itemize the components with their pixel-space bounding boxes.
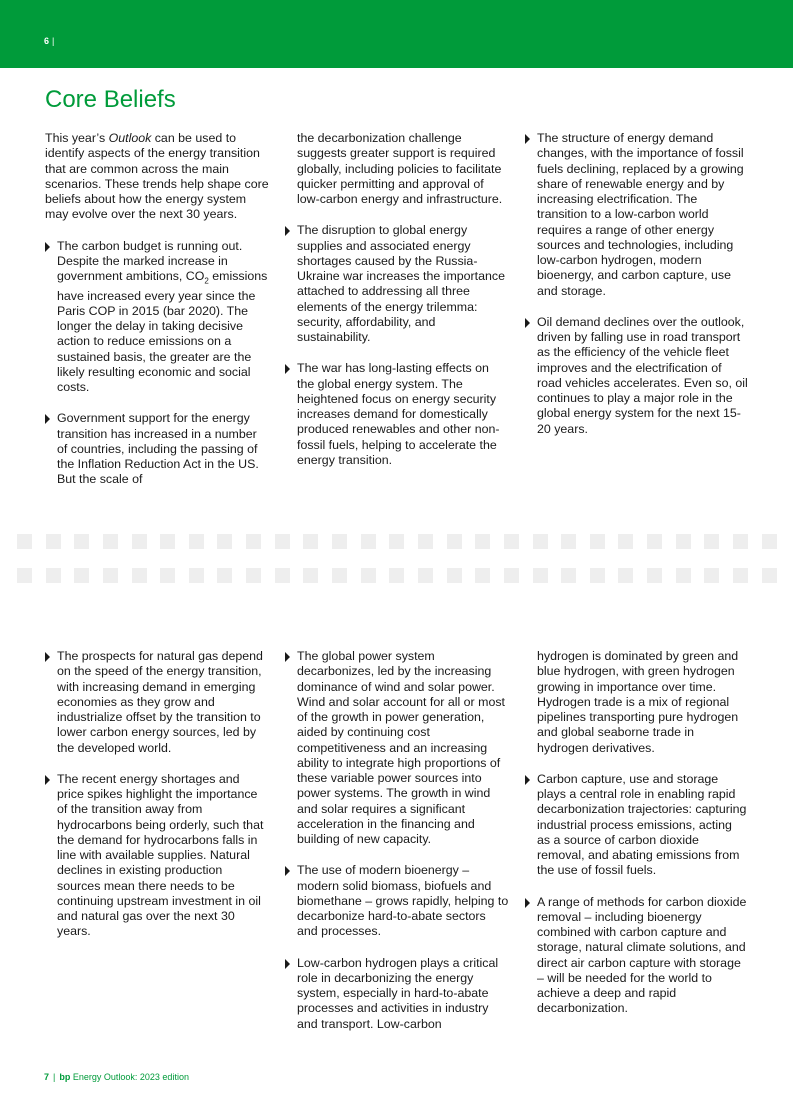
- bullet-triangle-icon: [285, 226, 290, 236]
- bullet-power-system: The global power system decarbonizes, led by the increasing dominance of wind and solar power. Wind and solar account for all or most of the growth in power generation, aided by continuing cost competitiveness and an increasing ability to integrate high proportions of these variable power sources into power systems. The growth in wind and solar requires a significant acceleration in the financing and building of new capacity.: [285, 649, 509, 847]
- bullet-triangle-icon: [525, 898, 530, 908]
- bullet-triangle-icon: [285, 364, 290, 374]
- footer: 7 | bp Energy Outlook: 2023 edition: [44, 1072, 189, 1082]
- top-column-2: [285, 131, 507, 484]
- bullet-energy-shortages: The recent energy shortages and price spikes highlight the importance of the transition away from hydrocarbons being orderly, such that the demand for hydrocarbons falls in line with available supplies. Natural declines in existing production sources mean there needs to be continuing upstream investment in oil and natural gas over the next 30 years.: [45, 772, 269, 940]
- bullet-ccus: Carbon capture, use and storage plays a central role in enabling rapid decarbonization trajectories: capturing industrial process emissions, acting as a source of carbon dioxide removal, and abating emissions from the use of fossil fuels.: [525, 772, 747, 879]
- bullet-triangle-icon: [525, 134, 530, 144]
- header-page-number: 6 |: [44, 36, 55, 46]
- bullet-triangle-icon: [285, 652, 290, 662]
- bullet-triangle-icon: [525, 775, 530, 785]
- bullet-natural-gas: The prospects for natural gas depend on the speed of the energy transition, with increasing demand in emerging economies as they grow and industrialize offset by the transition to lower carbon energy sources, led by the developed world.: [45, 649, 269, 756]
- bullet-triangle-icon: [45, 414, 50, 424]
- bullet-war-effects: The war has long-lasting effects on the global energy system. The heightened focus on energy security increases demand for domestically produced renewables and other non-fossil fuels, helping to accelerate the energy transition.: [285, 361, 507, 468]
- page-title: Core Beliefs: [45, 86, 176, 113]
- bullet-triangle-icon: [45, 775, 50, 785]
- bottom-column-3: [525, 649, 747, 1033]
- bullet-triangle-icon: [285, 959, 290, 969]
- bottom-column-2: [285, 649, 509, 1048]
- hydrogen-continued: hydrogen is dominated by green and blue hydrogen, with green hydrogen growing in importance over time. Hydrogen trade is a mix of regional pipelines transporting pure hydrogen and global seaborne trade in hydrogen derivatives.: [537, 649, 739, 755]
- top-column-1: [45, 131, 269, 504]
- bullet-oil-demand: Oil demand declines over the outlook, driven by falling use in road transport as the efficiency of the vehicle fleet improves and the electrification of road vehicles accelerates. Even so, oil continues to play a major role in the global energy system for the next 15-20 years.: [525, 315, 749, 437]
- decorative-square-row-1: [17, 534, 777, 549]
- header-bar: [0, 0, 793, 68]
- footer-page-number: 7: [44, 1072, 50, 1082]
- government-continued: the decarbonization challenge suggests greater support is required globally, including policies to facilitate quicker permitting and approval of low-carbon energy and infrastructure.: [297, 131, 503, 206]
- bullet-carbon-dioxide-removal: A range of methods for carbon dioxide removal – including bioenergy combined with carbon capture and storage, natural climate solutions, and direct air carbon capture with storage – will be needed for the world to achieve a deep and rapid decarbonization.: [525, 895, 747, 1017]
- intro-paragraph: This year’s Outlook can be used to identify aspects of the energy transition that are common across the main scenarios. These trends help shape core beliefs about how the energy system may evolve over the next 30 years.: [45, 131, 269, 222]
- bullet-energy-disruption: The disruption to global energy supplies and associated energy shortages caused by the Russia-Ukraine war increases the importance attached to addressing all three elements of the energy trilemma: security, affordability, and sustainability.: [285, 223, 507, 345]
- bullet-triangle-icon: [45, 242, 50, 252]
- top-column-3: [525, 131, 749, 453]
- brand-name: bp: [59, 1072, 71, 1082]
- bullet-hydrogen: Low-carbon hydrogen plays a critical role in decarbonizing the energy system, especially in hard-to-abate processes and activities in industry and transport. Low-carbon: [285, 956, 509, 1032]
- bullet-triangle-icon: [285, 866, 290, 876]
- bullet-government-support: Government support for the energy transition has increased in a number of countries, including the passing of the Inflation Reduction Act in the US. But the scale of: [45, 411, 269, 487]
- bullet-carbon-budget: The carbon budget is running out. Despite the marked increase in government ambitions, $CO_2$ emissions have increased every year since the Paris COP in 2015 (bar 2020). The longer the delay in taking decisive action to reduce emissions on a sustained basis, the greater are the likely resulting economic and social costs.: [45, 239, 269, 396]
- bullet-triangle-icon: [45, 652, 50, 662]
- bottom-column-1: [45, 649, 269, 956]
- decorative-square-row-2: [17, 568, 777, 583]
- bullet-bioenergy: The use of modern bioenergy – modern solid biomass, biofuels and biomethane – grows rapidly, helping to decarbonize hard-to-abate sectors and processes.: [285, 863, 509, 939]
- bullet-demand-structure: The structure of energy demand changes, with the importance of fossil fuels declining, replaced by a growing share of renewable energy and by increasing electrification. The transition to a low-carbon world requires a range of other energy sources and technologies, including low-carbon hydrogen, modern bioenergy, and carbon capture, use and storage.: [525, 131, 749, 299]
- bullet-triangle-icon: [525, 318, 530, 328]
- publication-title: Energy Outlook: 2023 edition: [72, 1072, 189, 1082]
